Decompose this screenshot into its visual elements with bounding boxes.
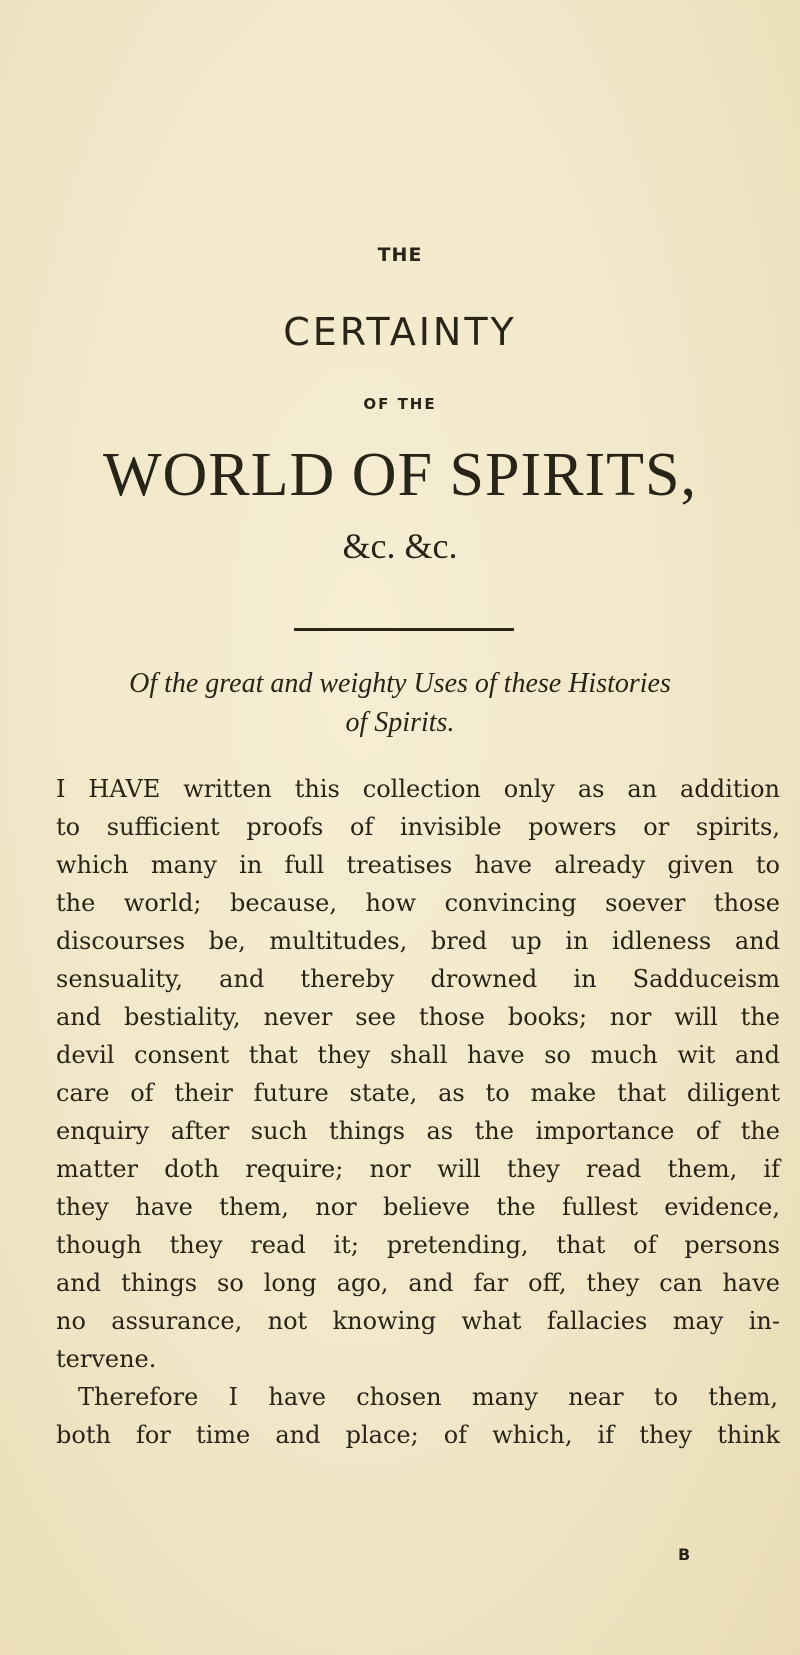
body-line: care of their future state, as to make that diligent (56, 1079, 780, 1107)
body-line: sensuality, and thereby drowned in Sadduceism (56, 965, 780, 993)
title-world-of-spirits: WORLD OF SPIRITS, (102, 441, 697, 509)
body-line: tervene. (56, 1345, 157, 1373)
chapter-heading-line-1: Of the great and weighty Uses of these Histories (129, 668, 671, 699)
body-line: which many in full treatises have already given to (56, 851, 780, 879)
title-of-the: OF THE (363, 395, 437, 413)
body-line: discourses be, multitudes, bred up in idleness and (56, 927, 780, 955)
body-line: devil consent that they shall have so much wit and (56, 1041, 780, 1069)
chapter-heading-line-2: of Spirits. (345, 707, 455, 738)
body-line: though they read it; pretending, that of persons (56, 1231, 780, 1259)
title-divider-rule (294, 628, 514, 631)
body-line: to sufficient proofs of invisible powers or spirits, (56, 813, 780, 841)
body-line: matter doth require; nor will they read them, if (56, 1155, 780, 1183)
body-line: enquiry after such things as the importance of the (56, 1117, 780, 1145)
body-line: and things so long ago, and far off, they can have (56, 1269, 780, 1297)
body-line: no assurance, not knowing what fallacies may in- (56, 1307, 780, 1335)
title-certainty: CERTAINTY (283, 310, 517, 354)
body-line: they have them, nor believe the fullest evidence, (56, 1193, 780, 1221)
body-line: and bestiality, never see those books; nor will the (56, 1003, 780, 1031)
body-line: Therefore I have chosen many near to them, (78, 1383, 778, 1411)
signature-mark: B (678, 1545, 691, 1564)
title-the: THE (377, 244, 423, 266)
title-etc: &c. &c. (342, 526, 458, 566)
body-line: the world; because, how convincing soever those (56, 889, 780, 917)
drop-word: I (56, 775, 66, 803)
small-caps-word: HAVE (88, 775, 161, 803)
body-line: both for time and place; of which, if they think (56, 1421, 780, 1449)
body-line: I HAVE written this collection only as an addition (56, 775, 780, 803)
